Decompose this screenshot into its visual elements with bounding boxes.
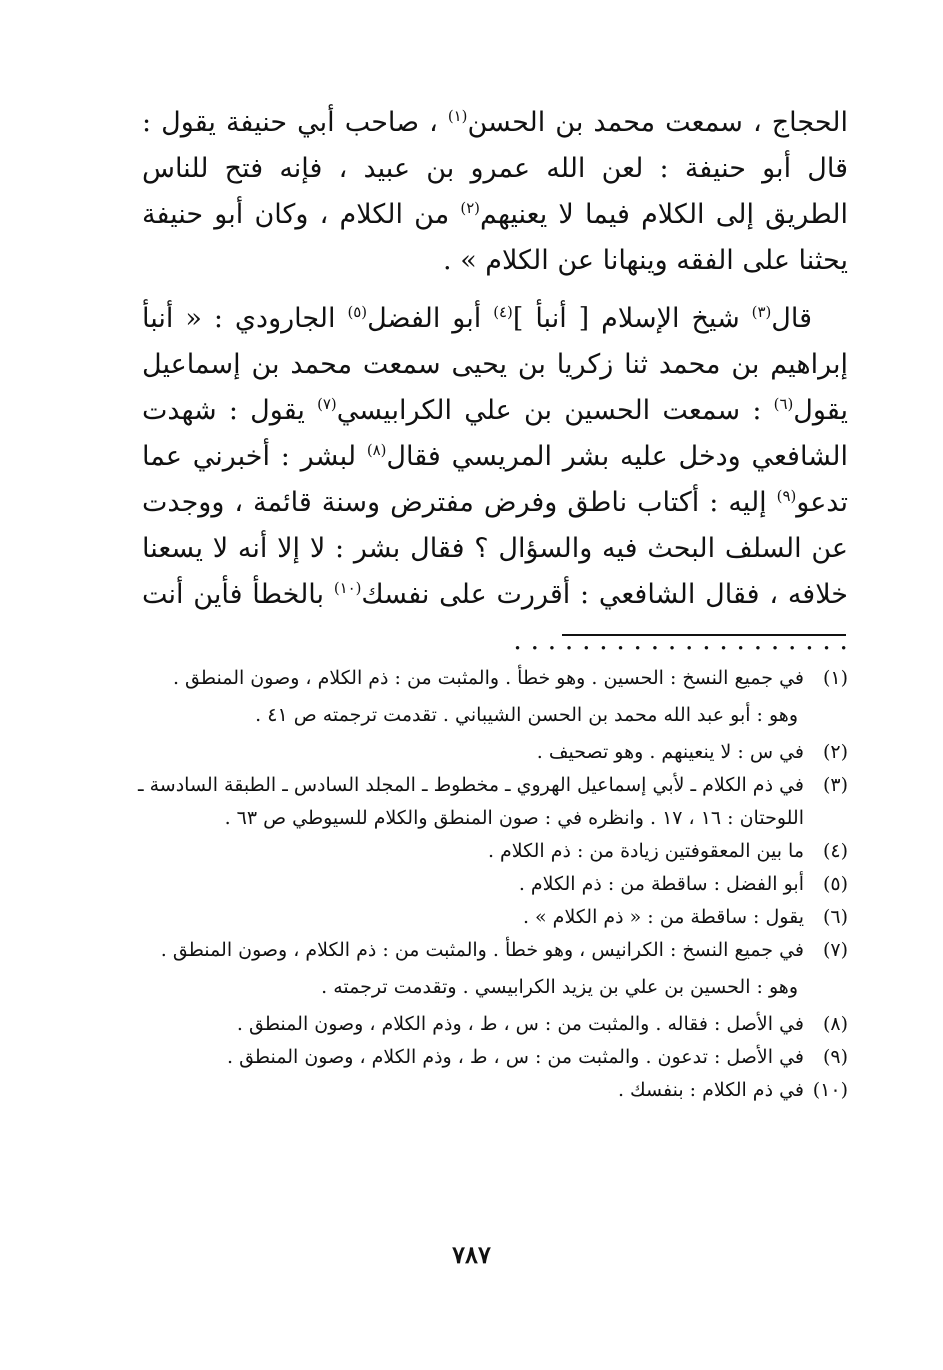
footnote-ref-4: (٤) xyxy=(493,303,513,321)
footnote-ref-3: (٣) xyxy=(751,303,772,321)
footnote-ref-5: (٥) xyxy=(347,303,368,321)
footnote-number: (٨) xyxy=(822,1013,848,1035)
footnote-text: في جميع النسخ : الحسين . وهو خطأ . والمثبت من : ذم الكلام ، وصون المنطق . xyxy=(172,667,804,689)
footnote-number: (٤) xyxy=(822,840,848,862)
footnote-item xyxy=(138,1074,848,1107)
footnote-number: (٣) xyxy=(822,774,848,796)
paragraph-2-text: شيخ الإسلام [ أنبأ ] xyxy=(512,303,752,334)
footnote-text: في ذم الكلام ـ لأبي إسماعيل الهروي ـ مخطوط ـ المجلد السادس ـ الطبقة السادسة ـ اللوحتان : ١٦ ، ١٧ . وانظره في : صون المنطق والكلام للسيوطي ص ٦٣ . xyxy=(138,774,804,829)
footnote-number: (٩) xyxy=(822,1046,848,1068)
footnote-text: في س : لا ينعينهم . وهو تصحيف . xyxy=(536,741,804,763)
footnote-number: (١) xyxy=(822,667,848,689)
footnote-continuation: وهو : أبو عبد الله محمد بن الحسن الشيباني . تقدمت ترجمته ص ٤١ . xyxy=(255,704,798,726)
footnote-text: في جميع النسخ : الكرانيس ، وهو خطأ . والمثبت من : ذم الكلام ، وصون المنطق . xyxy=(160,939,804,961)
footnote-item xyxy=(138,736,848,769)
paragraph-2-text: أبو الفضل xyxy=(367,303,494,334)
footnote-text: يقول : ساقطة من : « ذم الكلام » . xyxy=(522,906,804,928)
footnote-number: (٥) xyxy=(822,873,848,895)
paragraph-2-text: لبشر : أخبرني عما تدعو xyxy=(142,441,848,518)
footnote-text: في ذم الكلام : بنفسك . xyxy=(617,1079,804,1101)
footnote-ref-1: (١) xyxy=(447,107,468,125)
footnote-number: (١٠) xyxy=(812,1079,848,1101)
paragraph-2 xyxy=(142,296,848,664)
footnote-text: في الأصل : تدعون . والمثبت من : س ، ط ، وذم الكلام ، وصون المنطق . xyxy=(227,1046,804,1068)
footnote-ref-8: (٨) xyxy=(366,441,387,459)
footnote-ref-2: (٢) xyxy=(460,199,480,217)
footnote-continuation: وهو : الحسين بن علي بن يزيد الكرابيسي . وتقدمت ترجمته . xyxy=(321,976,798,998)
footnote-number: (٧) xyxy=(822,939,848,961)
paragraph-2-text: يقول : شهدت الشافعي ودخل عليه بشر المريسي فقال xyxy=(142,395,848,472)
footnote-text: في الأصل : فقاله . والمثبت من : س ، ط ، وذم الكلام ، وصون المنطق . xyxy=(236,1013,804,1035)
page-number: ٧٨٧ xyxy=(452,1240,491,1269)
footnote-ref-10: (١٠) xyxy=(333,579,362,597)
paragraph-2-text: الجارودي : « أنبأ إبراهيم بن محمد ثنا زكريا بن يحيى سمعت محمد بن إسماعيل يقول xyxy=(142,303,848,426)
paragraph-1 xyxy=(142,100,848,284)
footnote-ref-7: (٧) xyxy=(317,395,337,413)
footnote-item xyxy=(138,901,848,934)
footnote-item xyxy=(138,662,848,695)
footnote-number: (٦) xyxy=(822,906,848,928)
paragraph-2-text: : سمعت الحسين بن علي الكرابيسي xyxy=(336,395,774,426)
paragraph-1-text: من الكلام ، وكان أبو حنيفة يحثنا على الفقه وينهانا عن الكلام » . xyxy=(142,199,848,276)
footnote-item xyxy=(138,1008,848,1041)
footnote-ref-6: (٦) xyxy=(773,395,794,413)
footnote-item xyxy=(138,769,848,835)
footnote-item xyxy=(138,1041,848,1074)
footnote-ref-9: (٩) xyxy=(776,487,797,505)
footnote-text: أبو الفضل : ساقطة من : ذم الكلام . xyxy=(518,873,804,895)
paragraph-1-text: الحجاج ، سمعت محمد بن الحسن xyxy=(467,107,848,138)
footnote-divider xyxy=(562,634,846,636)
paragraph-2-text: إليه : أكتاب ناطق وفرض مفترض وسنة قائمة ، ووجدت عن السلف البحث فيه والسؤال ؟ فقال بشر : لا إلا أنه لا يسعنا خلافه ، فقال الشافعي : أقررت على نفسك xyxy=(142,487,848,610)
footnote-text: ما بين المعقوفتين زيادة من : ذم الكلام . xyxy=(487,840,804,862)
paragraph-1-text: ، صاحب أبي حنيفة يقول : قال أبو حنيفة : لعن الله عمرو بن عبيد ، فإنه فتح للناس الطريق إلى الكلام فيما لا يعنيهم xyxy=(142,107,848,230)
footnote-item xyxy=(138,868,848,901)
main-text xyxy=(142,100,848,664)
footnote-item xyxy=(138,934,848,967)
paragraph-2-text: بالخطأ فأين أنت . . . . . . . . . . . . . . . . . . . . xyxy=(142,579,848,656)
footnote-item xyxy=(138,835,848,868)
paragraph-2-text: قال xyxy=(771,303,813,334)
footnote-number: (٢) xyxy=(822,741,848,763)
footnotes xyxy=(138,662,848,1107)
